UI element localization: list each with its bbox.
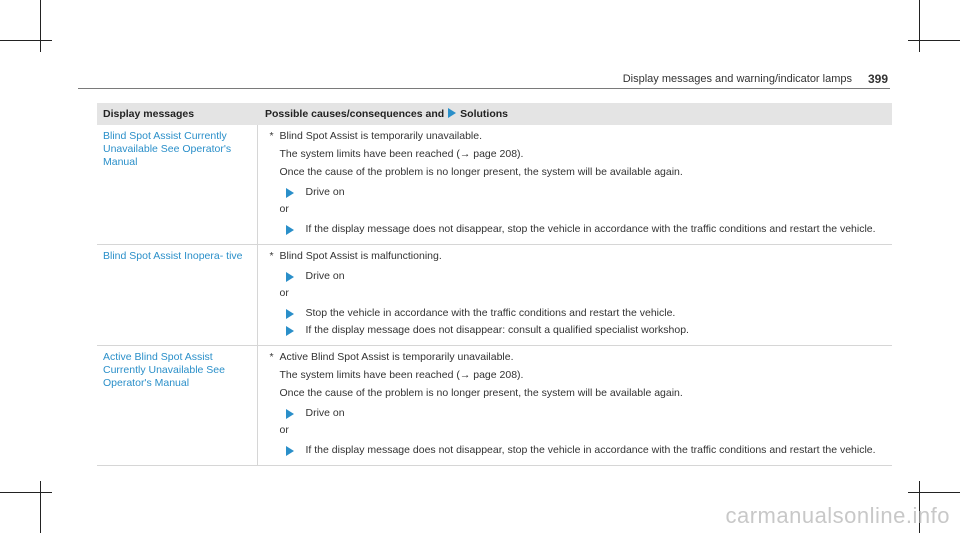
table-row — [97, 346, 892, 466]
column-header-causes-solutions — [257, 103, 892, 125]
step-text: If the display message does not disappear: consult a qualified specialist workshop. — [305, 324, 689, 336]
display-message: Blind Spot Assist Currently Unavailable See Operator's Manual — [97, 125, 257, 245]
display-messages-table — [97, 103, 892, 466]
step-arrow-icon — [286, 326, 294, 336]
cause-line — [270, 351, 887, 364]
step-arrow-icon — [286, 225, 294, 235]
watermark: carmanualsonline.info — [725, 503, 950, 528]
or-text: or — [279, 287, 289, 299]
step-text: Drive on — [305, 270, 345, 282]
asterisk-icon: * — [269, 351, 274, 363]
crop-mark — [40, 0, 41, 52]
consequence-text: The system limits have been reached (→ page 208). — [279, 369, 524, 381]
step-text: If the display message does not disappear, stop the vehicle in accordance with the traffic conditions and restart the vehicle. — [305, 223, 876, 235]
or-text: or — [279, 203, 289, 215]
column-header-prefix: Possible causes/consequences and — [265, 108, 445, 120]
causes-solutions-cell — [257, 245, 892, 346]
crop-mark — [908, 40, 960, 41]
cause-text: Active Blind Spot Assist is temporarily unavailable. — [279, 351, 514, 363]
cause-text: Blind Spot Assist is temporarily unavailable. — [279, 130, 483, 142]
crop-mark — [40, 481, 41, 533]
step-arrow-icon — [286, 272, 294, 282]
header-rule — [78, 88, 890, 89]
consequence-text: The system limits have been reached (→ page 208). — [279, 148, 524, 160]
solution-step — [270, 307, 887, 320]
crop-mark — [0, 40, 52, 41]
solution-step — [270, 324, 887, 337]
step-arrow-icon — [286, 188, 294, 198]
solution-step — [270, 270, 887, 283]
table-row — [97, 125, 892, 245]
solution-step — [270, 223, 887, 236]
step-text: Stop the vehicle in accordance with the traffic conditions and restart the vehicle. — [305, 307, 676, 319]
display-message: Active Blind Spot Assist Currently Unavailable See Operator's Manual — [97, 346, 257, 466]
solution-arrow-icon — [448, 108, 456, 118]
step-arrow-icon — [286, 446, 294, 456]
solution-step — [270, 407, 887, 420]
crop-mark — [908, 492, 960, 493]
step-text: If the display message does not disappear, stop the vehicle in accordance with the traffic conditions and restart the vehicle. — [305, 444, 876, 456]
asterisk-icon: * — [269, 130, 274, 142]
cause-text: Blind Spot Assist is malfunctioning. — [279, 250, 442, 262]
cause-line — [270, 130, 887, 143]
cause-line — [270, 250, 887, 263]
column-header-display-messages: Display messages — [97, 103, 257, 125]
step-arrow-icon — [286, 409, 294, 419]
table-header-row — [97, 103, 892, 125]
crop-mark — [919, 0, 920, 52]
causes-solutions-cell — [257, 346, 892, 466]
crop-mark — [0, 492, 52, 493]
step-text: Drive on — [305, 407, 345, 419]
solution-step — [270, 444, 887, 457]
step-text: Drive on — [305, 186, 345, 198]
step-arrow-icon — [286, 309, 294, 319]
or-text: or — [279, 424, 289, 436]
solution-step — [270, 186, 887, 199]
consequence-text: Once the cause of the problem is no longer present, the system will be available again. — [279, 387, 683, 399]
display-message: Blind Spot Assist Inopera- tive — [97, 245, 257, 346]
page-number: 399 — [867, 72, 888, 86]
consequence-text: Once the cause of the problem is no longer present, the system will be available again. — [279, 166, 683, 178]
asterisk-icon: * — [269, 250, 274, 262]
column-header-suffix: Solutions — [460, 108, 509, 120]
table-row — [97, 245, 892, 346]
section-title: Display messages and warning/indicator lamps — [622, 73, 852, 85]
causes-solutions-cell — [257, 125, 892, 245]
